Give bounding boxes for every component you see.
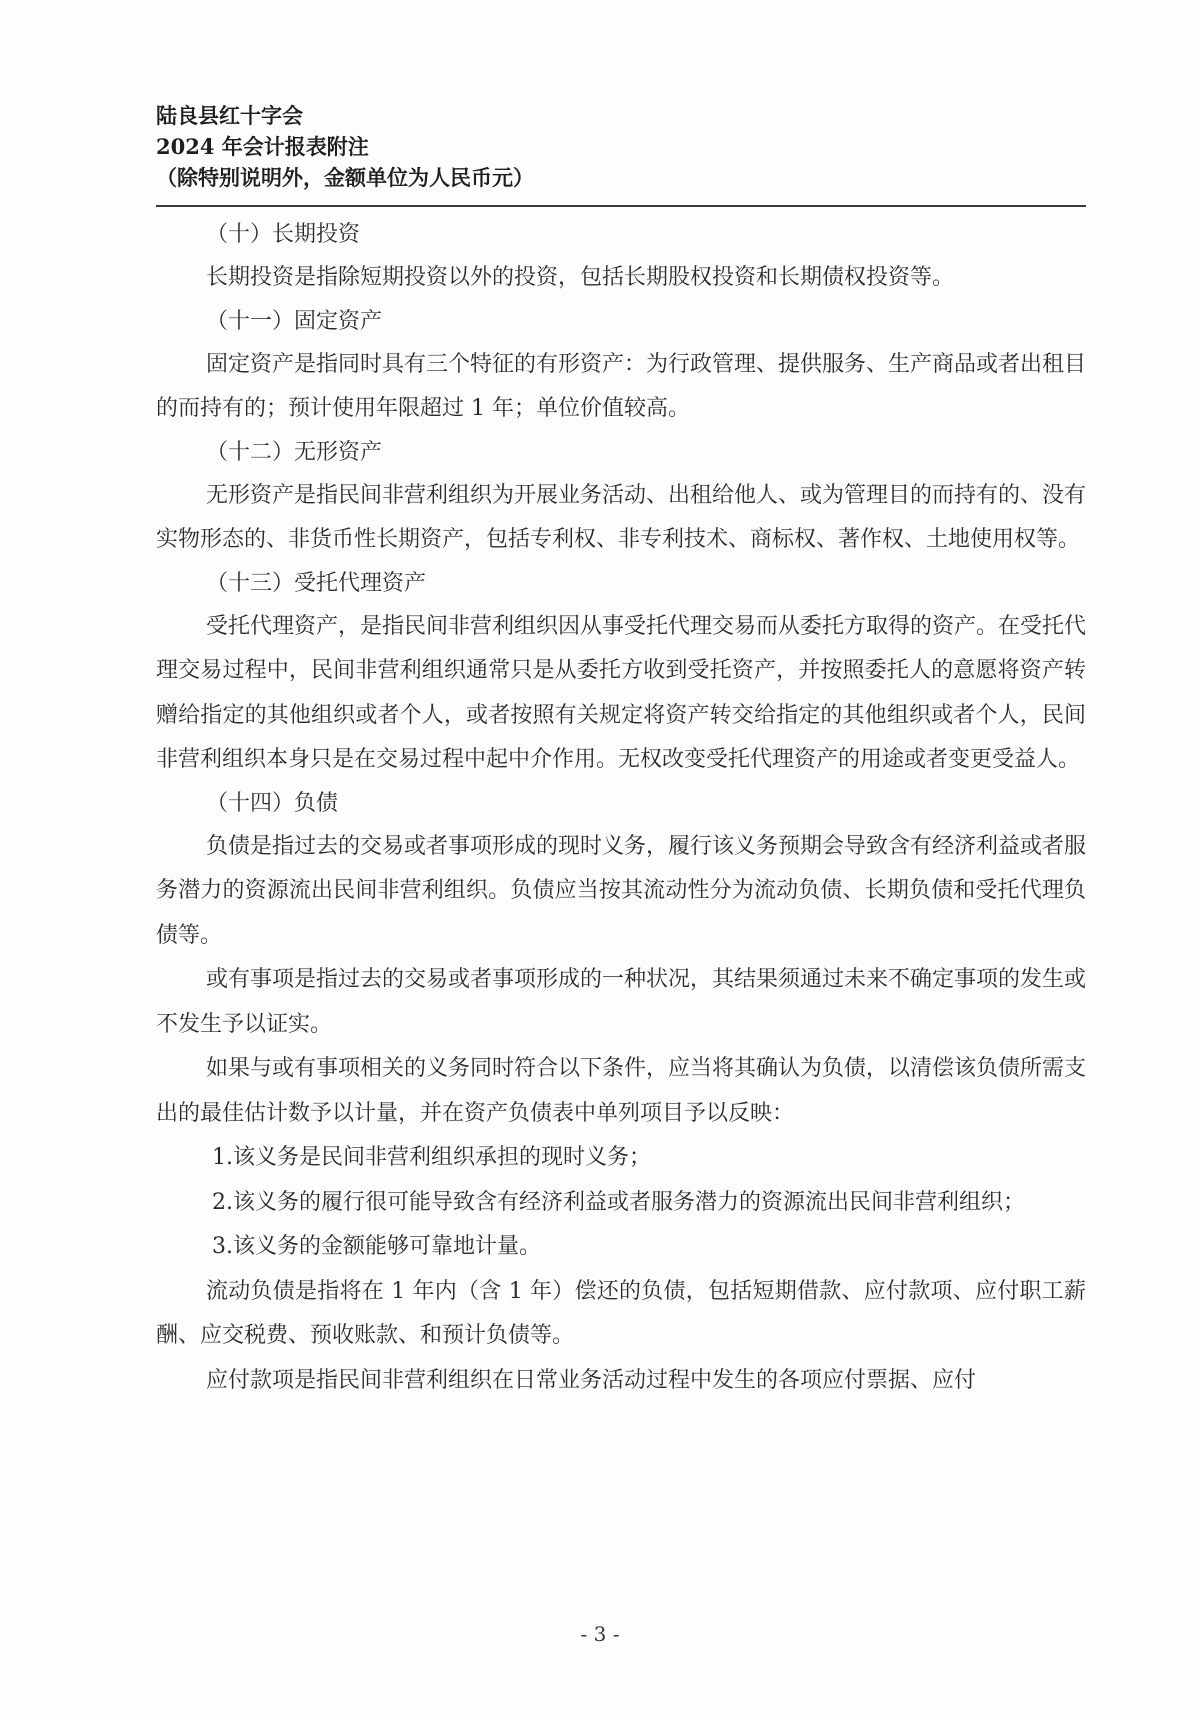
org-name: 陆良县红十字会 xyxy=(156,103,303,128)
section-12-paragraph: 无形资产是指民间非营利组织为开展业务活动、出租给他人、或为管理目的而持有的、没有实物形态的、非货币性长期资产，包括专利权、非专利技术、商标权、著作权、土地使用权等。 xyxy=(156,482,1087,552)
section-14-condition-1: 1.该义务是民间非营利组织承担的现时义务； xyxy=(212,1145,651,1170)
header-divider xyxy=(156,205,1086,207)
section-14-paragraph-2: 或有事项是指过去的交易或者事项形成的一种状况，其结果须通过未来不确定事项的发生或不发生予以证实。 xyxy=(156,967,1087,1037)
section-14-condition-3: 3.该义务的金额能够可靠地计量。 xyxy=(212,1234,541,1259)
section-14-paragraph-1: 负债是指过去的交易或者事项形成的现时义务，履行该义务预期会导致含有经济利益或者服务潜力的资源流出民间非营利组织。负债应当按其流动性分为流动负债、长期负债和受托代理负债等。 xyxy=(156,833,1087,948)
section-11-paragraph: 固定资产是指同时具有三个特征的有形资产：为行政管理、提供服务、生产商品或者出租目的而持有的；预计使用年限超过 1 年；单位价值较高。 xyxy=(156,351,1087,421)
section-14-paragraph-3: 如果与或有事项相关的义务同时符合以下条件，应当将其确认为负债，以清偿该负债所需支出的最佳估计数予以计量，并在资产负债表中单列项目予以反映： xyxy=(156,1056,1087,1126)
document-body xyxy=(156,214,1086,1403)
section-10-heading: （十）长期投资 xyxy=(206,222,361,247)
section-10-paragraph: 长期投资是指除短期投资以外的投资，包括长期股权投资和长期债权投资等。 xyxy=(206,265,955,290)
section-14-paragraph-4: 流动负债是指将在 1 年内（含 1 年）偿还的负债，包括短期借款、应付款项、应付职工薪酬、应交税费、预收账款、和预计负债等。 xyxy=(156,1278,1086,1348)
section-13-heading: （十三）受托代理资产 xyxy=(206,570,427,596)
section-14-heading: （十四）负债 xyxy=(206,790,339,816)
page-number: - 3 - xyxy=(580,1622,620,1646)
section-11-heading: （十一）固定资产 xyxy=(206,308,383,334)
section-14-condition-2: 2.该义务的履行很可能导致含有经济利益或者服务潜力的资源流出民间非营利组织； xyxy=(212,1189,1025,1215)
section-13-paragraph: 受托代理资产，是指民间非营利组织因从事受托代理交易而从委托方取得的资产。在受托代理交易过程中，民间非营利组织通常只是从委托方收到受托资产，并按照委托人的意愿将资产转赠给指定的其他组织或者个人，或者按照有关规定将资产转交给指定的其他组织或者个人，民间非营利组织本身只是在交易过程中起中介作用。无权改变受托代理资产的用途或者变更受益人。 xyxy=(156,613,1087,772)
report-title: 2024 年会计报表附注 xyxy=(156,134,369,159)
section-14-paragraph-5: 应付款项是指民间非营利组织在日常业务活动过程中发生的各项应付票据、应付 xyxy=(206,1367,977,1393)
page-header xyxy=(156,100,1086,193)
section-12-heading: （十二）无形资产 xyxy=(206,439,383,465)
unit-note: （除特别说明外，金额单位为人民币元） xyxy=(156,165,534,190)
